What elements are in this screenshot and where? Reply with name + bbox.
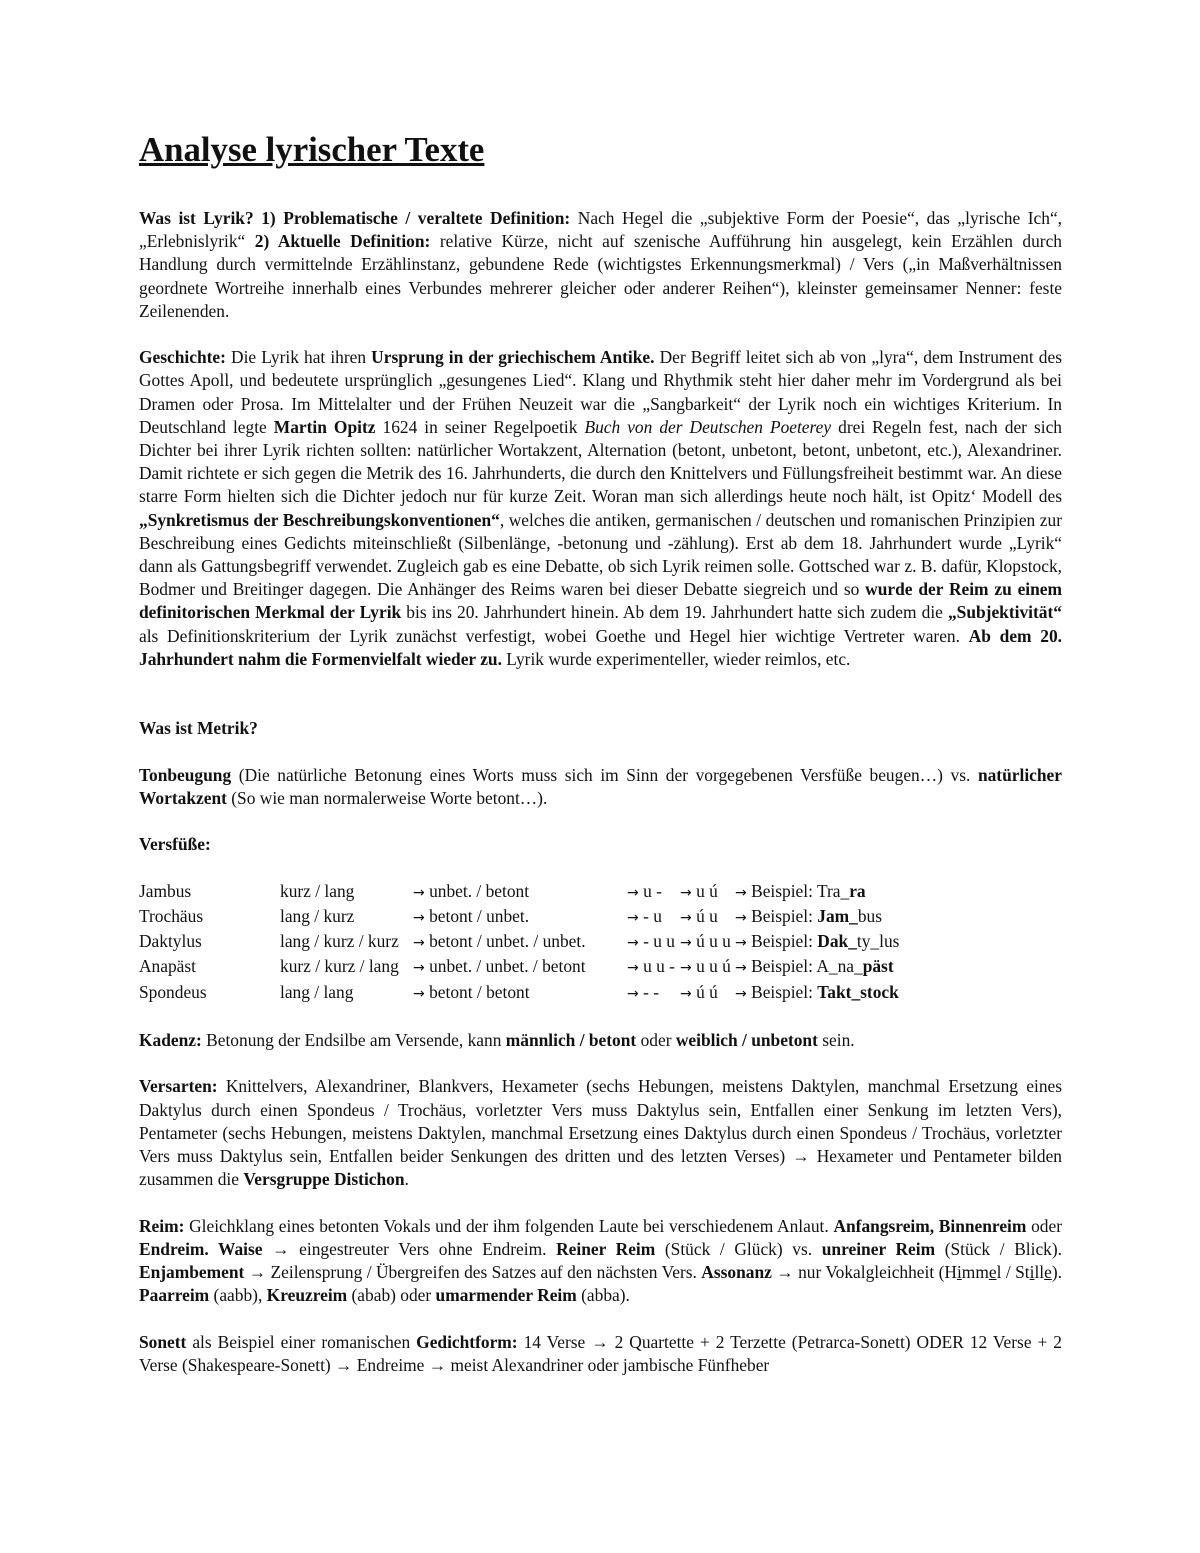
arrow-right-icon: → [735, 935, 747, 952]
lyrik-question: Was ist Lyrik? [139, 208, 254, 228]
text: als Definitionskriterium der Lyrik zunächst verfestigt, wobei Goethe und Hegel hier wichtige Vertreter waren. [139, 625, 960, 646]
versfuss-row [139, 905, 899, 930]
text: ). [1051, 1262, 1062, 1283]
bold-text: Enjambement [139, 1262, 245, 1283]
paragraph-sonett [139, 1331, 1062, 1377]
bold-text: weiblich / unbetont [675, 1030, 818, 1051]
text: oder [1031, 1215, 1062, 1236]
text: 14 Verse → 2 Quartette + 2 Terzette (Petrarca-Sonett) ODER 12 Verse + 2 Verse (Shakespeare-Sonett) → Endreime → meist Alexandriner oder jambische Fünfheber [139, 1331, 1062, 1375]
bold-text: Anfangsreim, Binnenreim [833, 1215, 1027, 1236]
example-stressed: päst [862, 956, 894, 977]
foot-symbols [627, 981, 680, 1006]
foot-length: lang / kurz [280, 906, 355, 927]
text: Gleichklang eines betonten Vokals und der ihm folgenden Laute bei verschiedenem Anlaut. [189, 1215, 829, 1236]
def2-label: 2) Aktuelle Definition: [254, 231, 431, 252]
italic-book-title: Buch von der Deutschen Poeterey [584, 416, 832, 437]
arrow-right-icon: → [627, 960, 639, 977]
text: (abab) oder [351, 1285, 432, 1306]
arrow-right-icon: → [735, 985, 747, 1002]
foot-marks [680, 981, 735, 1006]
foot-marks [680, 905, 735, 930]
document-page [139, 130, 1063, 1377]
example-post: bus [857, 906, 883, 927]
foot-example [735, 930, 899, 955]
bold-text: „Synkretismus der Beschreibungskonventionen“ [139, 509, 500, 530]
foot-name: Anapäst [139, 956, 196, 977]
bold-text: Martin Opitz [273, 416, 376, 437]
paragraph-reim [139, 1215, 1062, 1308]
accent-text: betont / unbet. / unbet. [429, 931, 586, 952]
bold-text: Endreim. Waise [139, 1238, 263, 1259]
example-label: Beispiel: [751, 956, 813, 977]
accent-text: betont / unbet. [429, 906, 530, 927]
def1-text: Nach Hegel die „subjektive Form der Poesie“, das „lyrische Ich“, „Erlebnislyrik“ [139, 208, 1063, 252]
bold-text: wurde der Reim zu einem definitorischen Merkmal der Lyrik [139, 579, 1062, 623]
versfuss-row [139, 981, 899, 1006]
arrow-right-icon: → [735, 910, 747, 927]
bold-text: Gedichtform: [416, 1331, 518, 1352]
underlined-vowel: e [988, 1262, 997, 1283]
symbols-text: u - [643, 880, 662, 901]
text: (Stück / Blick). [944, 1238, 1063, 1259]
reim-label: Reim: [139, 1215, 185, 1236]
arrow-right-icon: → [413, 884, 425, 901]
arrow-right-icon: → [627, 884, 639, 901]
example-label: Beispiel: [751, 906, 813, 927]
foot-symbols [627, 905, 680, 930]
foot-length: lang / kurz / kurz [280, 931, 399, 952]
arrow-right-icon: → [735, 960, 747, 977]
text: bis ins 20. Jahrhundert hinein. Ab dem 19. Jahrhundert hatte sich zudem die [406, 602, 943, 623]
paragraph-was-ist-lyrik [139, 207, 1062, 323]
example-stressed: Jam_ [817, 906, 858, 927]
bold-text: Reiner Reim [556, 1238, 656, 1259]
accent-text: unbet. / betont [429, 880, 530, 901]
foot-example [735, 981, 899, 1006]
text: l / St [996, 1262, 1030, 1283]
arrow-right-icon: → [627, 935, 639, 952]
versarten-label: Versarten: [139, 1076, 218, 1097]
foot-symbols [627, 930, 680, 955]
versfuesse-table [139, 880, 899, 1006]
bold-text: Paarreim [139, 1285, 210, 1306]
text: als Beispiel einer romanischen [192, 1331, 411, 1352]
text: → nur Vokalgleichheit (H [776, 1262, 957, 1283]
text: (Stück / Glück) vs. [664, 1238, 813, 1259]
text: Lyrik wurde experimenteller, wieder reimlos, etc. [506, 648, 851, 669]
versfuss-row [139, 930, 899, 955]
paragraph-tonbeugung [139, 764, 1062, 810]
geschichte-label: Geschichte: [139, 347, 226, 368]
foot-marks [680, 880, 735, 905]
text: (abba). [581, 1285, 630, 1306]
example-stressed: Dak_ [817, 931, 857, 952]
text: Der Begriff leitet sich ab von „lyra“, dem Instrument des Gottes Apoll, und bedeutete ursprünglich „gesungenes Lied“. Klang und Rhythmik steht hier daher mehr im Vordergrund als bei Dramen oder Prosa. Im Mittelalter und der Frühen Neuzeit war die „Sangbarkeit“ der Lyrik noch ein wichtiges Kriterium. In Deutschland legte [139, 347, 1062, 437]
def1-label: 1) Problematische / veraltete Definition: [261, 208, 571, 228]
heading-versfuesse: Versfüße: [139, 834, 211, 855]
paragraph-geschichte [139, 346, 1062, 671]
kadenz-label: Kadenz: [139, 1030, 202, 1051]
text: drei Regeln fest, nach der sich Dichter bei ihrer Lyrik richten sollten: natürlicher Wortakzent, Alternation (betont, unbetont, betont, unbetont, etc.), Alexandriner. Damit richtete er sich gegen die Metrik des 16. Jahrhunderts, die durch den Knittelvers und Füllungsfreiheit bestimmt war. An diese starre Form hielten sich die Dichter jedoch nur für kurze Zeit. Woran man sich allerdings heute noch hält, ist Opitz‘ Modell des [139, 416, 1063, 507]
foot-accent [413, 905, 627, 930]
symbols-text: - - [643, 981, 660, 1002]
bold-text: natürlicher Wortakzent [139, 764, 1062, 809]
bold-text: Sonett [139, 1331, 187, 1352]
example-label: Beispiel: [751, 981, 813, 1002]
def2-text: relative Kürze, nicht auf szenische Aufführung hin ausgelegt, kein Erzählen durch Handlung durch vermittelnde Erzählinstanz, gebundene Rede (wichtigstes Erkennungsmerkmal) / Vers („in Maßverhältnissen geordnete Wortreihe innerhalb eines Verbundes mehrerer gleicher oder anderer Reihen“), kleinster gemeinsamer Nenner: feste Zeilenenden. [139, 231, 1063, 321]
arrow-right-icon: → [680, 884, 692, 901]
foot-length: lang / lang [280, 981, 354, 1002]
marks-text: ú u u [696, 931, 731, 952]
bold-text: Ab dem 20. Jahrhundert nahm die Formenvielfalt wieder zu. [139, 625, 1063, 669]
text: (So wie man normalerweise Worte betont…). [231, 788, 548, 809]
underlined-vowel: i [1029, 1262, 1035, 1283]
heading-metrik: Was ist Metrik? [139, 718, 258, 739]
accent-text: unbet. / unbet. / betont [429, 956, 586, 977]
text: , welches die antiken, germanischen / deutschen und romanischen Prinzipien zur Beschreibung eines Gedichts miteinschließt (Silbenlänge, -betonung und -zählung). Erst ab dem 18. Jahrhundert wurde „Lyrik“ dann als Gattungsbegriff verwendet. Zugleich gab es eine Debatte, ob sich Lyrik reimen solle. Gottsched war z. B. dafür, Klopstock, Bodmer und Breitinger dagegen. Die Anhänger des Reims waren bei dieser Debatte siegreich und so [139, 509, 1062, 600]
example-pre: A_na_ [816, 956, 863, 977]
foot-example [735, 905, 899, 930]
example-label: Beispiel: [751, 931, 813, 952]
marks-text: u u ú [696, 956, 731, 977]
marks-text: ú ú [696, 981, 718, 1002]
arrow-right-icon: → [680, 960, 692, 977]
arrow-right-icon: → [627, 985, 639, 1002]
foot-symbols [627, 880, 680, 905]
bold-text: Versgruppe Distichon [243, 1169, 405, 1190]
foot-name: Spondeus [139, 981, 207, 1002]
foot-accent [413, 955, 627, 980]
paragraph-versarten [139, 1075, 1062, 1191]
foot-name: Trochäus [139, 906, 204, 927]
marks-text: ú u [696, 906, 718, 927]
arrow-right-icon: → [680, 935, 692, 952]
example-stressed: ra [849, 880, 866, 901]
arrow-right-icon: → [413, 960, 425, 977]
arrow-right-icon: → [735, 884, 747, 901]
marks-text: u ú [696, 880, 718, 901]
example-pre: Tra_ [816, 880, 850, 901]
example-post: ty_lus [856, 931, 900, 952]
foot-marks [680, 930, 735, 955]
text: ll [1034, 1262, 1045, 1283]
symbols-text: - u [643, 906, 662, 927]
arrow-right-icon: → [627, 910, 639, 927]
text: mm [961, 1262, 989, 1283]
foot-length: kurz / kurz / lang [280, 956, 399, 977]
text: Die Lyrik hat ihren [231, 347, 367, 368]
underlined-vowel: e [1044, 1262, 1052, 1283]
bold-text: Assonanz [701, 1262, 772, 1283]
bold-text: Ursprung in der griechischem Antike. [371, 347, 655, 368]
foot-name: Jambus [139, 880, 192, 901]
bold-text: umarmender Reim [435, 1285, 577, 1306]
example-label: Beispiel: [751, 880, 813, 901]
text: 1624 in seiner Regelpoetik [382, 416, 578, 437]
symbols-text: - u u [643, 931, 675, 952]
foot-example [735, 880, 899, 905]
versfuss-row [139, 955, 899, 980]
text: Betonung der Endsilbe am Versende, kann [206, 1030, 502, 1051]
arrow-right-icon: → [413, 910, 425, 927]
accent-text: betont / betont [429, 981, 530, 1002]
symbols-text: u u - [643, 956, 675, 977]
foot-accent [413, 880, 627, 905]
document-title: Analyse lyrischer Texte [139, 130, 485, 169]
underlined-vowel: i [956, 1262, 962, 1283]
text: . [404, 1169, 409, 1190]
foot-accent [413, 981, 627, 1006]
text: oder [640, 1030, 672, 1051]
versfuss-row [139, 880, 899, 905]
foot-example [735, 955, 899, 980]
arrow-right-icon: → [680, 985, 692, 1002]
bold-text: „Subjektivität“ [947, 602, 1062, 623]
bold-text: Kreuzreim [266, 1285, 348, 1306]
bold-text: Tonbeugung [139, 764, 232, 785]
foot-accent [413, 930, 627, 955]
foot-marks [680, 955, 735, 980]
text: (Die natürliche Betonung eines Worts muss sich im Sinn der vorgegebenen Versfüße beugen…) vs. [238, 764, 971, 785]
text: → Zeilensprung / Übergreifen des Satzes auf den nächsten Vers. [248, 1262, 697, 1283]
text: sein. [822, 1030, 855, 1051]
arrow-right-icon: → [680, 910, 692, 927]
text: Knittelvers, Alexandriner, Blankvers, Hexameter (sechs Hebungen, meistens Daktylen, manchmal Ersetzung eines Daktylus durch einen Spondeus / Trochäus, vorletzter Vers muss Daktylus sein, Entfallen einer Senkung im letzten Vers), Pentameter (sechs Hebungen, meistens Daktylen, manchmal Ersetzung eines Daktylus durch einen Spondeus / Trochäus, vorletzter Vers muss Daktylus sein, Entfallen beider Senkungen des dritten und des letzten Verses) → Hexameter und Pentameter bilden zusammen die [139, 1076, 1062, 1190]
text: (aabb), [213, 1285, 263, 1306]
example-stressed: Takt_stock [817, 981, 899, 1002]
foot-length: kurz / lang [280, 880, 355, 901]
bold-text: männlich / betont [505, 1030, 637, 1051]
foot-name: Daktylus [139, 931, 202, 952]
paragraph-kadenz [139, 1029, 1062, 1052]
foot-symbols [627, 955, 680, 980]
arrow-right-icon: → [413, 985, 425, 1002]
text: → eingestreuter Vers ohne Endreim. [272, 1238, 547, 1259]
arrow-right-icon: → [413, 935, 425, 952]
bold-text: unreiner Reim [821, 1238, 936, 1259]
